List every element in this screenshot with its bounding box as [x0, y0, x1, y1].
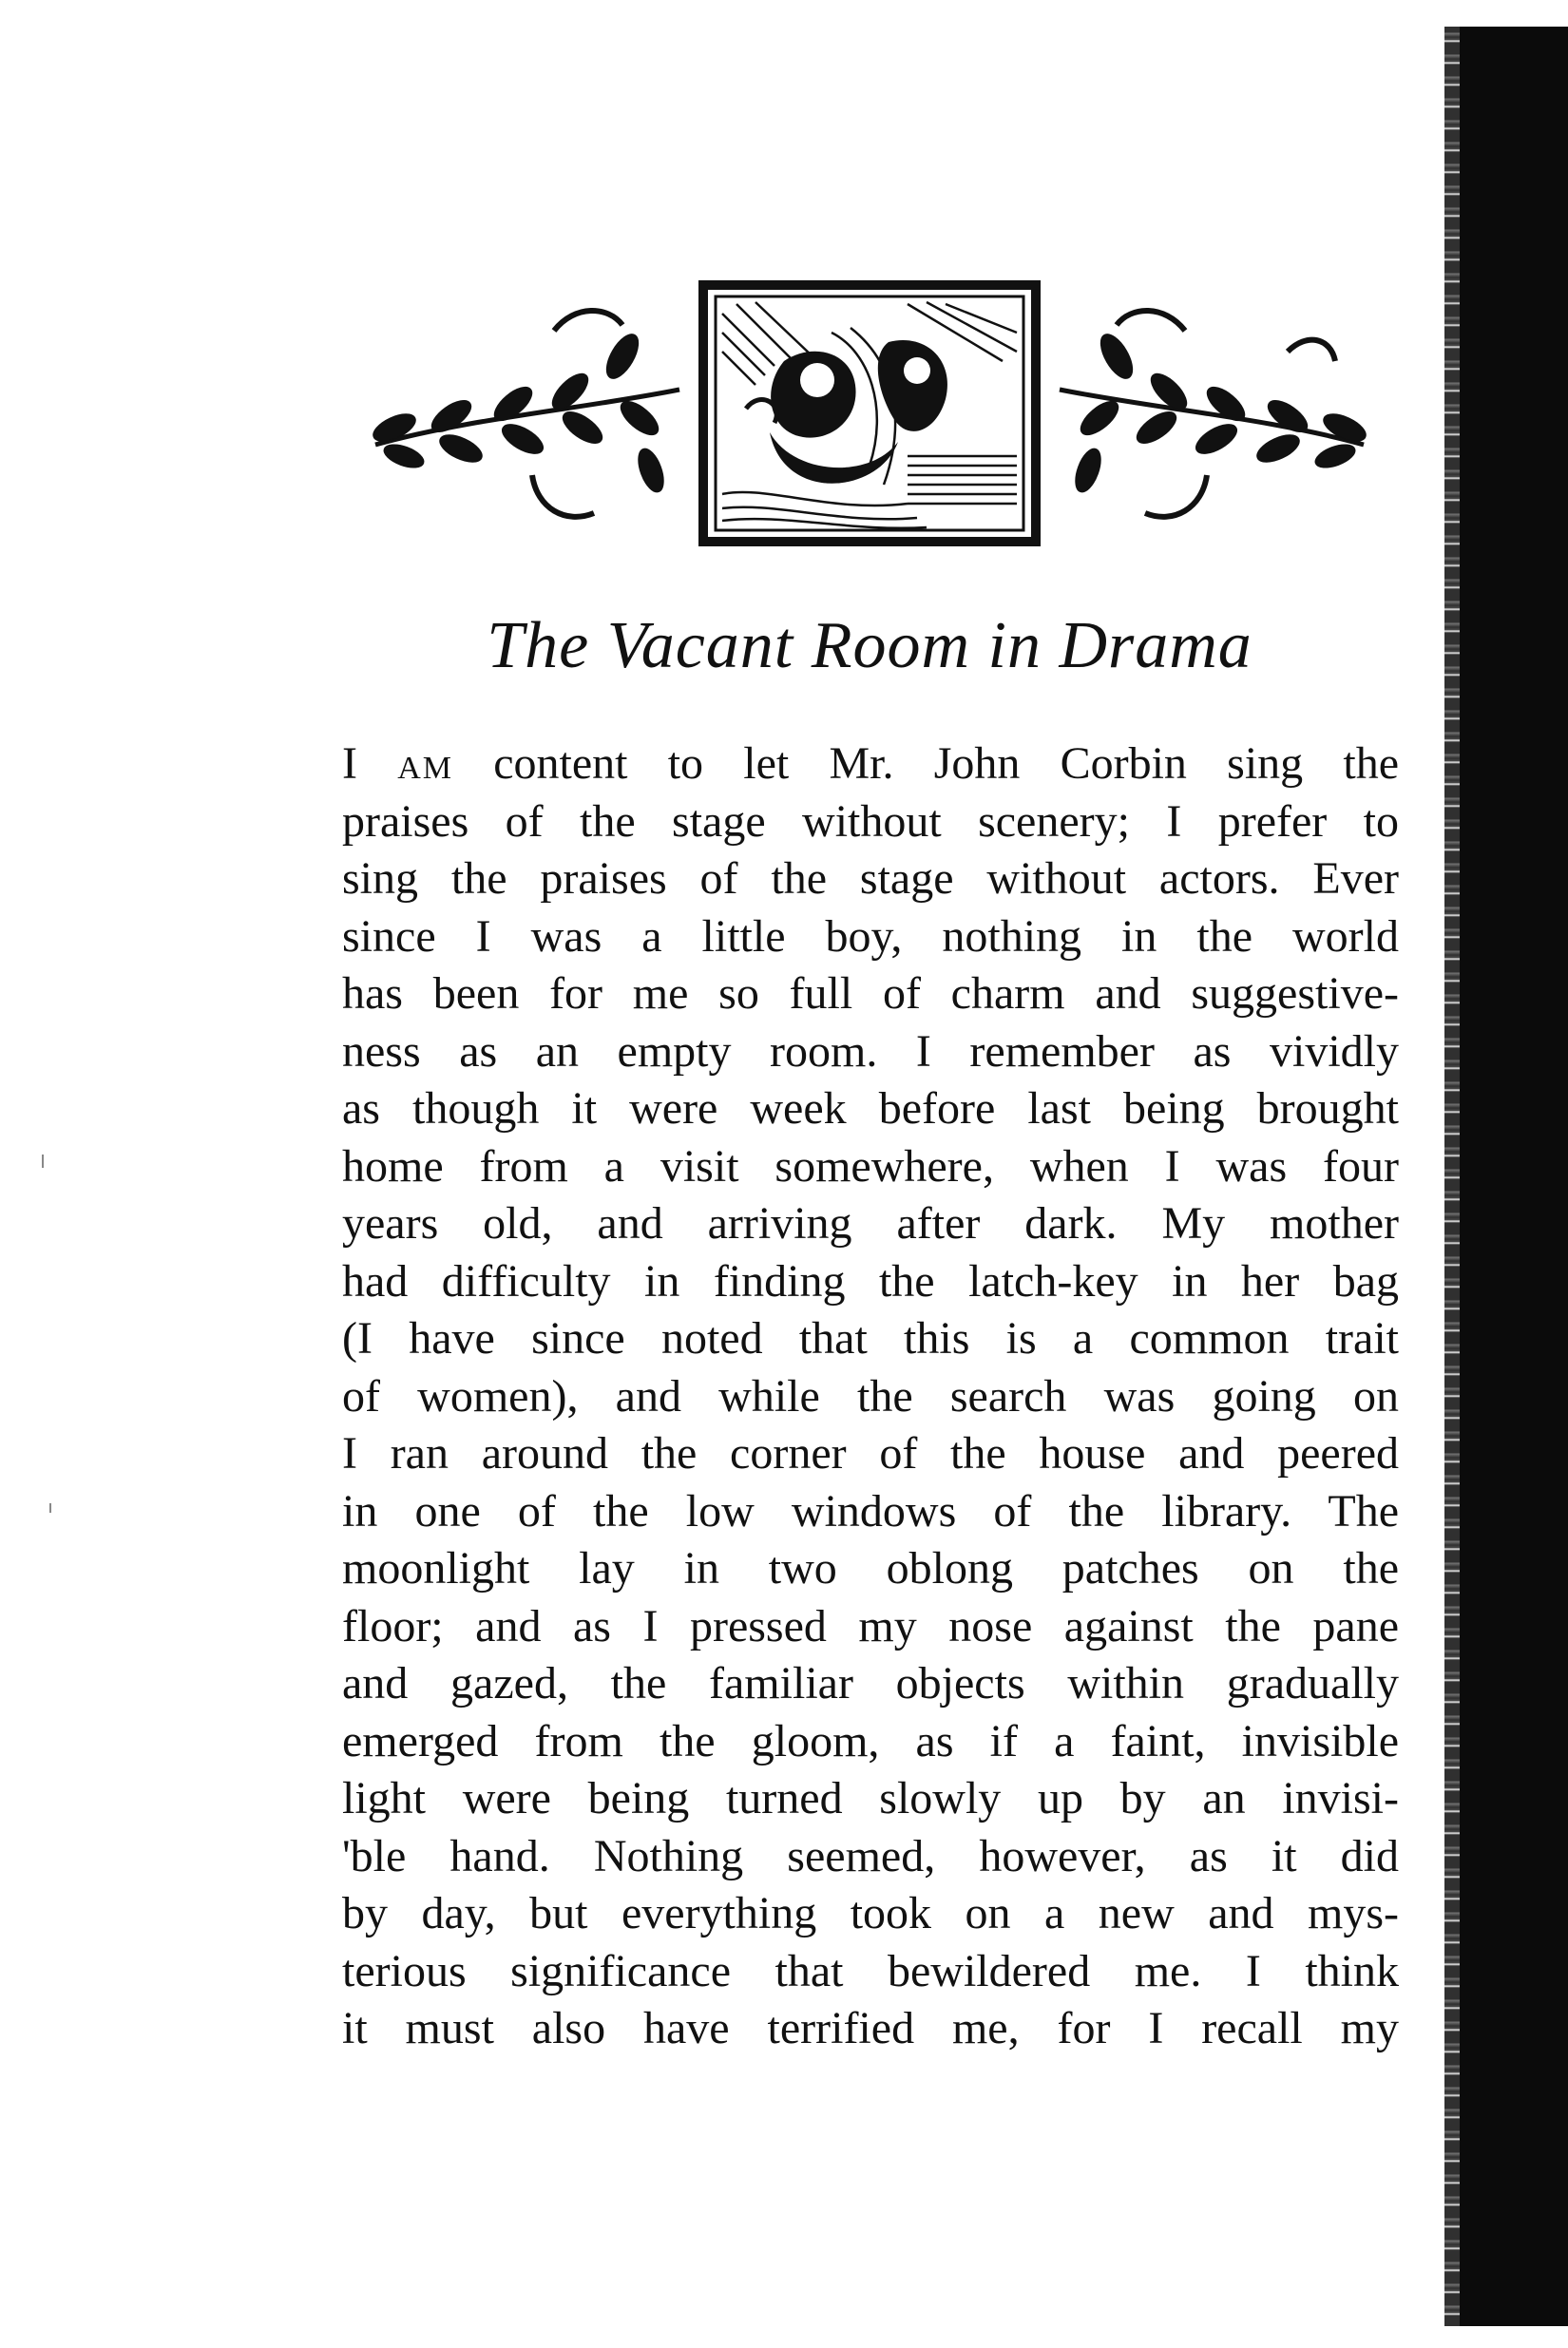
text-line: (I have since noted that this is a common trait [342, 1313, 1399, 1364]
text-line: in one of the low windows of the library. The [342, 1485, 1399, 1537]
text-line: by day, but everything took on a new and mys- [342, 1888, 1399, 1938]
text-line: since I was a little boy, nothing in the world [342, 910, 1399, 962]
initial-letter: I [342, 738, 357, 789]
text-line: terious significance that bewildered me. I think [342, 1945, 1399, 1996]
text-line: 'ble hand. Nothing seemed, however, as it did [342, 1830, 1399, 1881]
text-line: light were being turned slowly up by an invisi- [342, 1773, 1399, 1823]
text-line: as though it were week before last being brought [342, 1083, 1399, 1134]
smallcaps-word: am [397, 738, 453, 789]
scan-speck [42, 1155, 44, 1168]
text-line: I ran around the corner of the house and peered [342, 1428, 1399, 1479]
text-line: floor; and as I pressed my nose against the pane [342, 1600, 1399, 1651]
text-line: home from a visit somewhere, when I was four [342, 1140, 1399, 1192]
text-line: and gazed, the familiar objects within gradually [342, 1658, 1399, 1709]
text-line: years old, and arriving after dark. My mother [342, 1198, 1399, 1249]
text-line: ness as an empty room. I remember as vividly [342, 1025, 1399, 1077]
opening-line-rest: content to let Mr. John Corbin sing the [493, 738, 1400, 789]
scan-speck [49, 1503, 51, 1513]
text-line: praises of the stage without scenery; I prefer to [342, 795, 1399, 847]
right-laurel-spray [1060, 311, 1369, 517]
scanned-page-edge [1460, 27, 1568, 2326]
text-line: it must also have terrified me, for I recall my [342, 2003, 1399, 2053]
text-line: of women), and while the search was going on [342, 1370, 1399, 1422]
text-line: moonlight lay in two oblong patches on the [342, 1543, 1399, 1594]
chapter-title: The Vacant Room in Drama [487, 609, 1252, 682]
text-line: sing the praises of the stage without actors. Ever [342, 853, 1399, 904]
text-line: has been for me so full of charm and suggestive- [342, 968, 1399, 1019]
chapter-body-text [342, 735, 1399, 2058]
text-line: had difficulty in finding the latch-key in her bag [342, 1255, 1399, 1307]
left-laurel-spray [370, 311, 679, 517]
woodcut-headpiece-ornament [337, 276, 1402, 551]
text-line: emerged from the gloom, as if a faint, invisible [342, 1715, 1399, 1766]
central-woodcut-panel [703, 285, 1036, 542]
opening-line [342, 735, 1399, 793]
